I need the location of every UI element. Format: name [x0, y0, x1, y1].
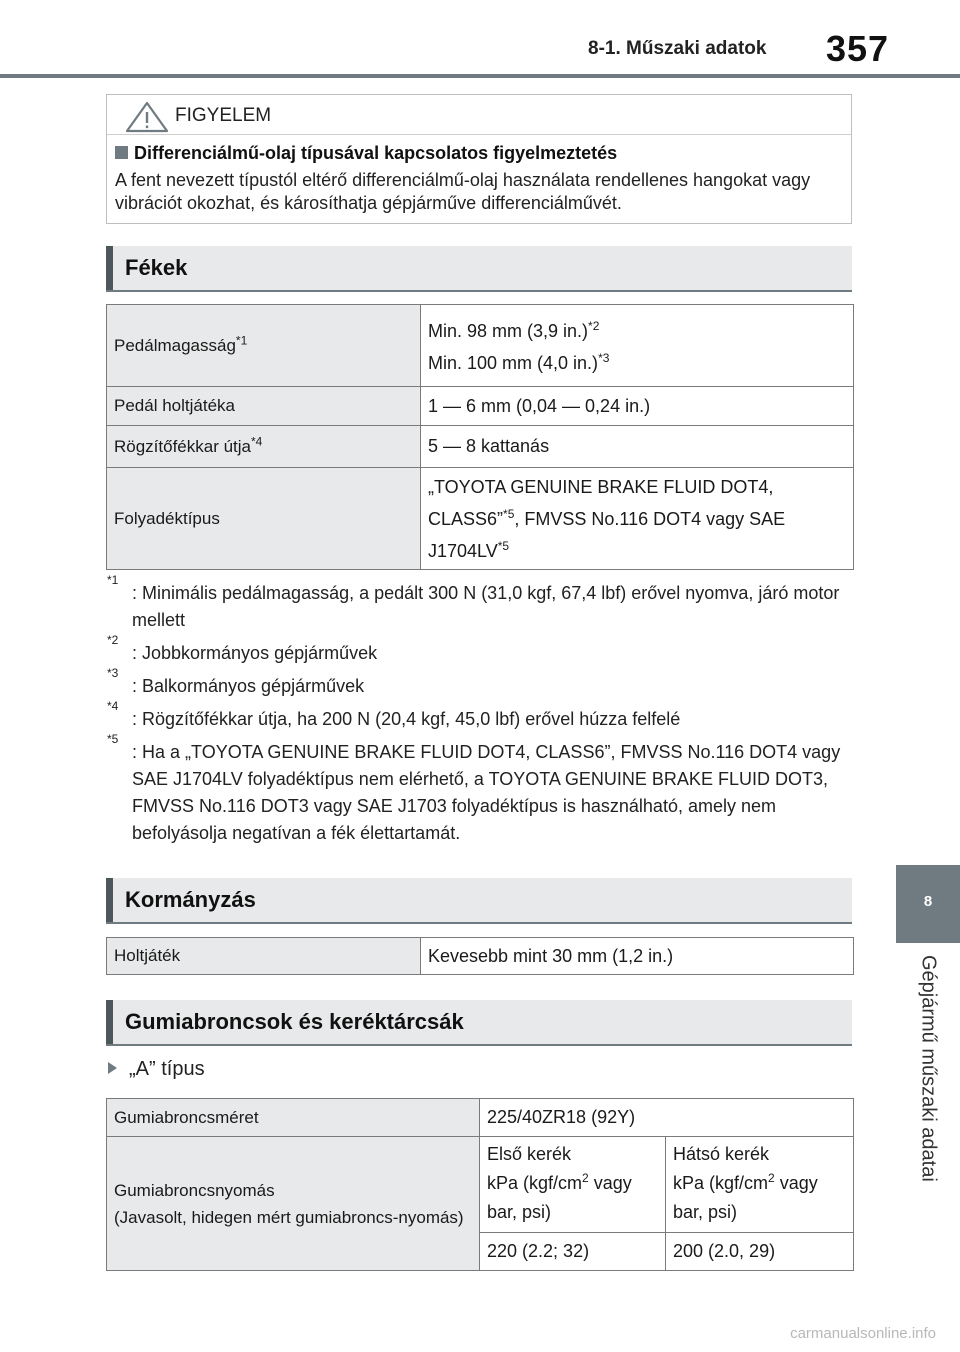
steering-table [106, 937, 854, 975]
label-text: Pedálmagasság [114, 335, 236, 355]
table-cell-value [421, 468, 854, 570]
square-bullet-icon [115, 146, 128, 159]
footnote-ref: *5 [497, 538, 510, 553]
warning-subtitle [115, 143, 617, 164]
value-text: Min. 100 mm (4,0 in.) [428, 352, 599, 373]
value-text: J1704LV [428, 540, 498, 561]
table-cell-value: Kevesebb mint 30 mm (1,2 in.) [421, 938, 854, 975]
table-cell-value: 1 — 6 mm (0,04 — 0,24 in.) [421, 387, 854, 426]
table-row [107, 1099, 854, 1137]
heading-text: Gumiabroncsok és keréktárcsák [125, 1009, 464, 1034]
rear-unit [673, 1169, 846, 1227]
rear-pressure-value: 200 (2.0, 29) [666, 1233, 854, 1271]
footnote: *1 : Minimális pedálmagasság, a pedált 300 N (31,0 kgf, 67,4 lbf) erővel nyomva, járó motor mellett [107, 580, 847, 634]
warning-box [106, 94, 852, 224]
footnote: *4 : Rögzítőfékkar útja, ha 200 N (20,4 kgf, 45,0 lbf) erővel húzza felfelé [107, 706, 847, 733]
unit-text: vagy bar, psi) [673, 1173, 818, 1222]
rear-title: Hátsó kerék [673, 1144, 770, 1164]
heading-text: Kormányzás [125, 887, 256, 912]
warning-header [107, 95, 851, 135]
table-cell-value: 5 — 8 kattanás [421, 426, 854, 468]
value-text: CLASS6” [428, 508, 504, 529]
footnote-ref: *5 [503, 506, 515, 521]
table-cell-front [480, 1137, 666, 1233]
unit-text: vagy bar, psi) [487, 1173, 632, 1222]
footnote-ref: *1 [235, 332, 248, 347]
table-row [107, 938, 854, 975]
value-text: Min. 98 mm (3,9 in.) [428, 320, 589, 341]
table-cell-label: Pedál holtjátéka [107, 387, 421, 426]
section-heading-brakes [106, 246, 852, 292]
table-row [107, 387, 854, 426]
footnote-text: : Ha a „TOYOTA GENUINE BRAKE FLUID DOT4, CLASS6”, FMVSS No.116 DOT4 vagy SAE J1704LV folyadéktípus nem elérhető, a TOYOTA GENUINE BRAKE FLUID DOT3, FMVSS No.116 DOT3 vagy SAE J1703 folyadéktípus is használható, amely nem befolyásolja negatívan a fék élettartamát. [132, 742, 841, 843]
footnote-ref: *4 [251, 433, 263, 448]
table-cell-value [421, 305, 854, 387]
footnote-ref: *2 [588, 318, 600, 333]
footnote: *3 : Balkormányos gépjárművek [107, 673, 847, 700]
unit-text: kPa (kgf/cm [673, 1173, 769, 1193]
front-pressure-value: 220 (2.2; 32) [480, 1233, 666, 1271]
warning-body: A fent nevezett típustól eltérő differenciálmű-olaj használata rendellenes hangokat vagy vibrációt okozhat, és károsíthatja gépjárműve differenciálművét. [115, 170, 811, 213]
section-heading-steering [106, 878, 852, 924]
table-row [107, 468, 854, 570]
table-cell-label: Holtjáték [107, 938, 421, 975]
label-text: Gumiabroncsnyomás [114, 1180, 275, 1200]
footnote-ref: *3 [598, 350, 610, 365]
footnote-text: : Jobbkormányos gépjárművek [132, 643, 378, 663]
chapter-tab [896, 865, 960, 943]
type-bullet [108, 1058, 205, 1081]
tires-table [106, 1098, 854, 1271]
section-title: 8-1. Műszaki adatok [588, 38, 767, 59]
heading-text: Fékek [125, 255, 188, 280]
table-cell-label [107, 426, 421, 468]
table-cell-label: Gumiabroncsméret [107, 1099, 480, 1137]
header-rule [0, 74, 960, 78]
front-title: Első kerék [487, 1144, 572, 1164]
value-text: „TOYOTA GENUINE BRAKE FLUID DOT4, [428, 476, 774, 497]
section-heading-tires [106, 1000, 852, 1046]
warning-subtitle-text: Differenciálmű-olaj típusával kapcsolatos figyelmeztetés [134, 143, 618, 163]
label-text: Rögzítőfékkar útja [114, 436, 252, 456]
table-cell-label [107, 305, 421, 387]
table-cell-value: 225/40ZR18 (92Y) [480, 1099, 854, 1137]
front-unit [487, 1169, 658, 1227]
footnote: *2 : Jobbkormányos gépjárművek [107, 640, 847, 667]
table-row [107, 426, 854, 468]
unit-sup: 2 [582, 1171, 589, 1185]
chapter-number: 8 [923, 893, 933, 910]
table-cell-rear [666, 1137, 854, 1233]
label-text: (Javasolt, hidegen mért gumiabroncs-nyomás) [114, 1207, 464, 1227]
table-cell-label [107, 1137, 480, 1271]
triangle-bullet-icon [108, 1062, 117, 1074]
warning-triangle-icon [125, 101, 169, 133]
page-number: 357 [826, 28, 890, 69]
watermark: carmanualsonline.info [790, 1325, 936, 1342]
footnote-text: : Balkormányos gépjárművek [132, 676, 365, 696]
table-row [107, 305, 854, 387]
value-text: , FMVSS No.116 DOT4 vagy SAE [514, 508, 786, 529]
unit-text: kPa (kgf/cm [487, 1173, 583, 1193]
table-cell-label: Folyadéktípus [107, 468, 421, 570]
bullet-text: „A” típus [129, 1058, 205, 1080]
footnote-text: : Minimális pedálmagasság, a pedált 300 N (31,0 kgf, 67,4 lbf) erővel nyomva, járó motor mellett [132, 583, 840, 630]
table-row [107, 1137, 854, 1233]
unit-sup: 2 [768, 1171, 775, 1185]
footnote-text: : Rögzítőfékkar útja, ha 200 N (20,4 kgf, 45,0 lbf) erővel húzza felfelé [132, 709, 681, 729]
warning-title: FIGYELEM [175, 105, 272, 126]
brakes-table [106, 304, 854, 570]
footnote: *5 : Ha a „TOYOTA GENUINE BRAKE FLUID DOT4, CLASS6”, FMVSS No.116 DOT4 vagy SAE J1704LV folyadéktípus nem elérhető, a TOYOTA GENUINE BRAKE FLUID DOT3, FMVSS No.116 DOT3 vagy SAE J1703 folyadéktípus is használható, amely nem befolyásolja negatívan a fék élettartamát. [107, 739, 847, 847]
chapter-label: Gépjármű műszaki adatai [917, 955, 940, 1182]
